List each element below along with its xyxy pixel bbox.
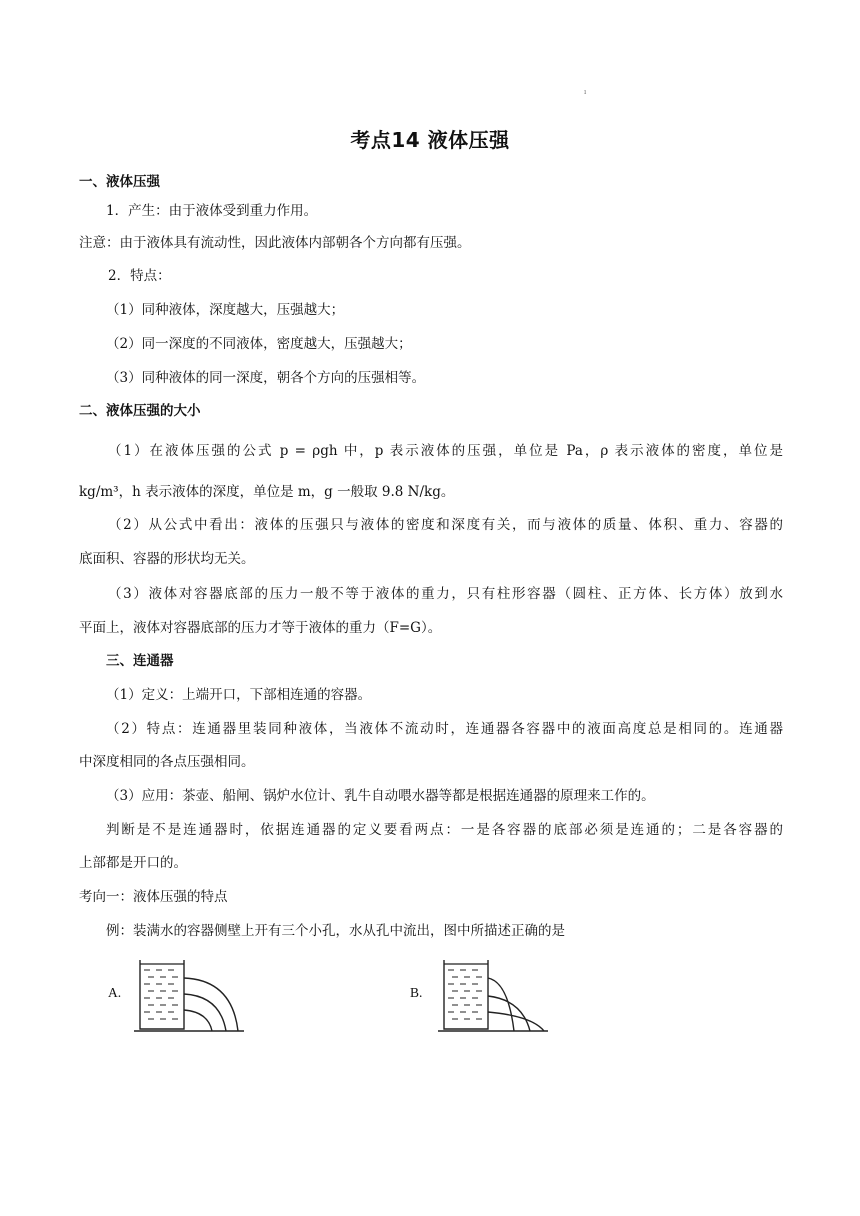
paragraph: （2）从公式中看出：液体的压强只与液体的密度和深度有关，而与液体的质量、体积、重力、容器的 xyxy=(108,517,783,533)
paragraph: （3）应用：茶壶、船闸、锅炉水位计、乳牛自动喂水器等都是根据连通器的原理来工作的。 xyxy=(106,788,655,804)
water-jet-middle xyxy=(488,996,530,1031)
paragraph: （3）同种液体的同一深度，朝各个方向的压强相等。 xyxy=(106,370,426,386)
paragraph: 中深度相同的各点压强相同。 xyxy=(79,754,255,770)
question-text: 例：装满水的容器侧壁上开有三个小孔，水从孔中流出，图中所描述正确的是 xyxy=(106,923,565,939)
figure-option-a xyxy=(132,956,250,1036)
paragraph: 注意：由于液体具有流动性，因此液体内部朝各个方向都有压强。 xyxy=(79,235,471,251)
page-mark: ı xyxy=(584,88,587,96)
paragraph: kg/m³，h 表示液体的深度，单位是 m，g 一般取 9.8 N/kg。 xyxy=(79,484,455,500)
paragraph: （1）在液体压强的公式 p = ρgh 中，p 表示液体的压强，单位是 Pa，ρ 表示液体的密度，单位是 xyxy=(108,443,783,459)
paragraph: （1）定义：上端开口，下部相连通的容器。 xyxy=(106,687,372,703)
paragraph: 平面上，液体对容器底部的压力才等于液体的重力（F=G）。 xyxy=(79,620,442,636)
section-heading-3: 三、连通器 xyxy=(106,653,174,669)
water-jet-top xyxy=(488,978,514,1031)
figure-option-b xyxy=(436,956,554,1036)
option-b-label: B. xyxy=(410,985,423,1000)
paragraph: 判断是不是连通器时，依据连通器的定义要看两点：一是各容器的底部必须是连通的；二是各容器的 xyxy=(106,822,783,838)
water-jet-middle xyxy=(184,994,226,1031)
water-dashes xyxy=(144,970,178,1019)
section-heading-1: 一、液体压强 xyxy=(79,174,160,190)
paragraph: （2）同一深度的不同液体，密度越大，压强越大； xyxy=(106,336,412,352)
paragraph: （3）液体对容器底部的压力一般不等于液体的重力，只有柱形容器（圆柱、正方体、长方体）放到水 xyxy=(108,586,783,602)
section-heading-2: 二、液体压强的大小 xyxy=(79,403,201,419)
direction-label: 考向一：液体压强的特点 xyxy=(79,889,228,905)
paragraph: 上部都是开口的。 xyxy=(79,855,187,871)
paragraph: （1）同种液体，深度越大，压强越大； xyxy=(106,302,345,318)
paragraph: 底面积、容器的形状均无关。 xyxy=(79,551,255,567)
water-jet-bottom xyxy=(488,1012,544,1031)
paragraph: 2．特点： xyxy=(108,268,171,284)
option-a-label: A. xyxy=(108,985,122,1000)
paragraph: 1．产生：由于液体受到重力作用。 xyxy=(106,203,318,219)
paragraph: （2）特点：连通器里装同种液体，当液体不流动时，连通器各容器中的液面高度总是相同的。连通器 xyxy=(106,721,783,737)
water-jet-bottom xyxy=(184,1010,212,1031)
page-title: 考点14 液体压强 xyxy=(350,128,510,152)
water-jet-top xyxy=(184,978,238,1031)
water-dashes xyxy=(448,970,482,1019)
